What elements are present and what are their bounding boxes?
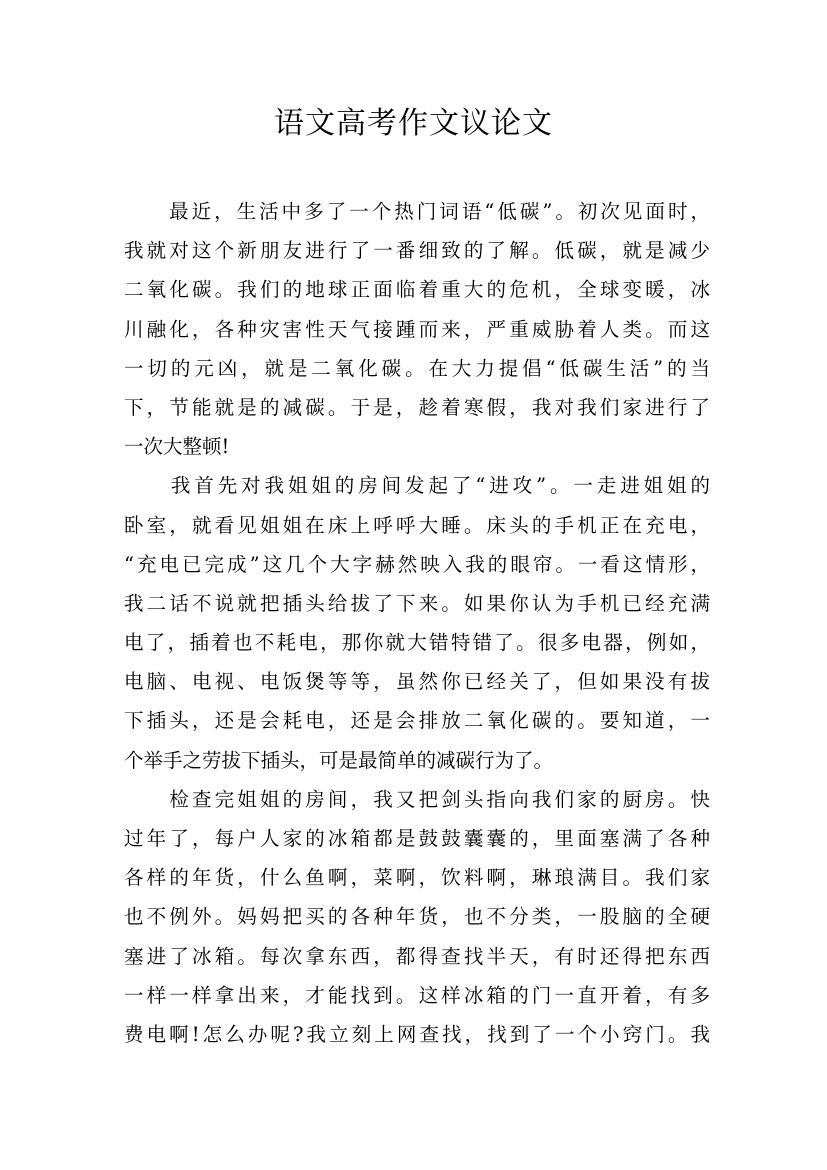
text-line: 下，节能就是的减碳。于是，趁着寒假，我对我们家进行了 <box>124 395 710 419</box>
text-line: 各样的年货，什么鱼啊，菜啊，饮料啊，琳琅满目。我们家 <box>124 866 710 890</box>
text-line: 电了，插着也不耗电，那你就大错特错了。很多电器，例如， <box>124 631 710 655</box>
text-line: 川融化，各种灾害性天气接踵而来，严重威胁着人类。而这 <box>124 317 710 341</box>
text-line: 我首先对我姐姐的房间发起了“进攻”。一走进姐姐的 <box>124 474 710 498</box>
text-line: 一样一样拿出来，才能找到。这样冰箱的门一直开着，有多 <box>124 983 710 1007</box>
text-line: 下插头，还是会耗电，还是会排放二氧化碳的。要知道，一 <box>124 709 710 733</box>
text-line: 最近，生活中多了一个热门词语“低碳”。初次见面时， <box>124 200 710 223</box>
text-line: 塞进了冰箱。每次拿东西，都得查找半天，有时还得把东西 <box>124 944 710 968</box>
text-line: 一次大整顿! <box>124 435 230 459</box>
text-line: 费电啊!怎么办呢?我立刻上网查找，找到了一个小窍门。我 <box>124 1022 710 1046</box>
text-line: 二氧化碳。我们的地球正面临着重大的危机，全球变暖，冰 <box>124 278 710 302</box>
text-line: 我二话不说就把插头给拔了下来。如果你认为手机已经充满 <box>124 591 710 615</box>
document-body <box>124 192 710 1054</box>
text-line: 检查完姐姐的房间，我又把剑头指向我们家的厨房。快 <box>124 787 710 811</box>
text-line: 一切的元凶，就是二氧化碳。在大力提倡“低碳生活”的当 <box>124 356 710 380</box>
text-line: 也不例外。妈妈把买的各种年货，也不分类，一股脑的全硬 <box>124 905 710 929</box>
text-line: 个举手之劳拔下插头，可是最简单的减碳行为了。 <box>124 748 554 772</box>
text-line: 电脑、电视、电饭煲等等，虽然你已经关了，但如果没有拔 <box>124 670 710 694</box>
text-line: 我就对这个新朋友进行了一番细致的了解。低碳，就是减少 <box>124 239 710 263</box>
document-title: 语文高考作文议论文 <box>274 106 553 141</box>
text-line: 卧室，就看见姐姐在床上呼呼大睡。床头的手机正在充电， <box>124 513 710 537</box>
text-line: “充电已完成”这几个大字赫然映入我的眼帘。一看这情形， <box>124 552 710 576</box>
text-line: 过年了，每户人家的冰箱都是鼓鼓囊囊的，里面塞满了各种 <box>124 827 710 850</box>
